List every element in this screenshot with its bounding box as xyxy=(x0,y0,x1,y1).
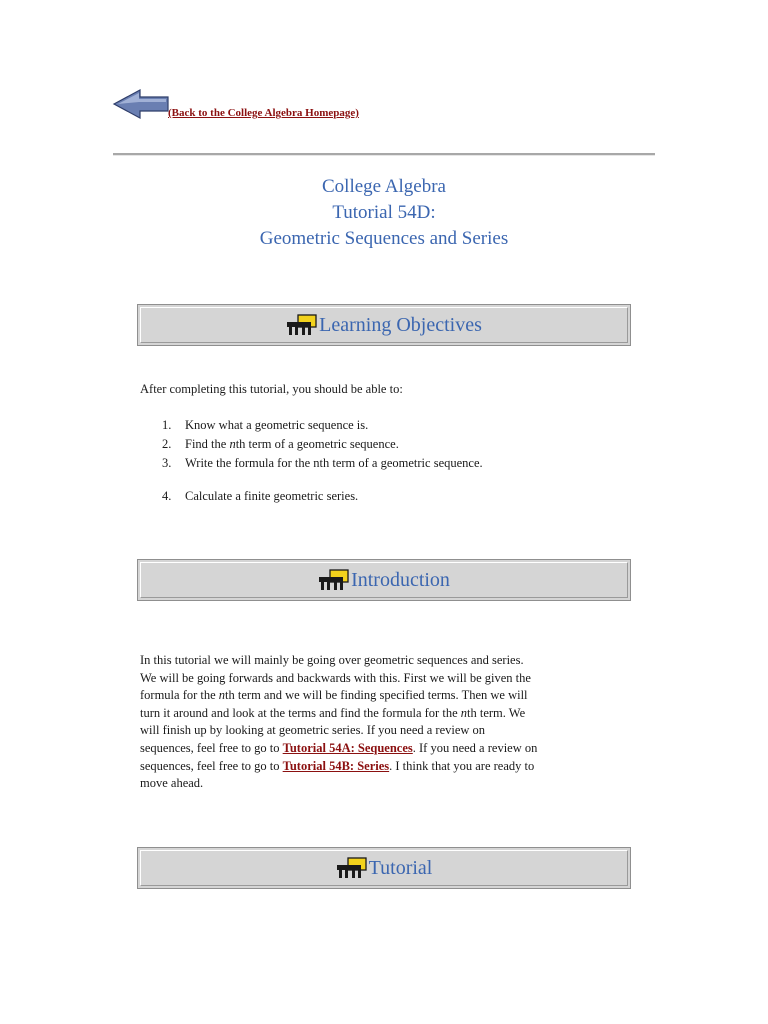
horizontal-divider xyxy=(113,153,655,156)
objectives-list xyxy=(162,416,632,506)
desk-icon xyxy=(336,857,368,879)
tutorial-54b-link[interactable]: Tutorial 54B: Series xyxy=(282,758,390,773)
title-course: College Algebra xyxy=(322,176,446,197)
back-navigation xyxy=(112,88,432,122)
tutorial-54a-link[interactable]: Tutorial 54A: Sequences xyxy=(282,740,413,755)
back-to-homepage-link[interactable]: (Back to the College Algebra Homepage) xyxy=(168,107,359,119)
list-item: 3. Write the formula for the nth term of a geometric sequence. xyxy=(162,456,483,470)
back-arrow-icon[interactable] xyxy=(112,88,170,120)
list-item: 2. Find the nth term of a geometric sequence. xyxy=(162,437,399,451)
section-heading: Introduction xyxy=(351,569,450,591)
desk-icon xyxy=(318,569,350,591)
list-item: 4. Calculate a finite geometric series. xyxy=(162,489,359,503)
list-item: 1. Know what a geometric sequence is. xyxy=(162,418,369,432)
section-heading: Tutorial xyxy=(368,857,433,879)
section-heading: Learning Objectives xyxy=(319,314,482,336)
introduction-paragraph: In this tutorial we will mainly be going over geometric sequences and series. We will be going forwards and backwards with this. First we will be given the formula for the nth term and we will be finding specified terms. Then we will turn it around and look at the terms and find the formula for the nth term. We will finish up by looking at geometric series. If you need a review on sequences, feel free to go to Tutorial 54A: Sequences. If you need a review on sequences, feel free to go to Tutorial 54B: Series. I think that you are ready to move ahead. xyxy=(140,653,538,791)
page-title xyxy=(0,174,768,252)
desk-icon xyxy=(286,314,318,336)
title-topic: Geometric Sequences and Series xyxy=(259,228,509,249)
objectives-intro: After completing this tutorial, you should be able to: xyxy=(140,382,403,396)
title-tutorial-number: Tutorial 54D: xyxy=(332,202,436,223)
tutorial-header xyxy=(137,847,631,889)
introduction-header xyxy=(137,559,631,601)
learning-objectives-header xyxy=(137,304,631,346)
